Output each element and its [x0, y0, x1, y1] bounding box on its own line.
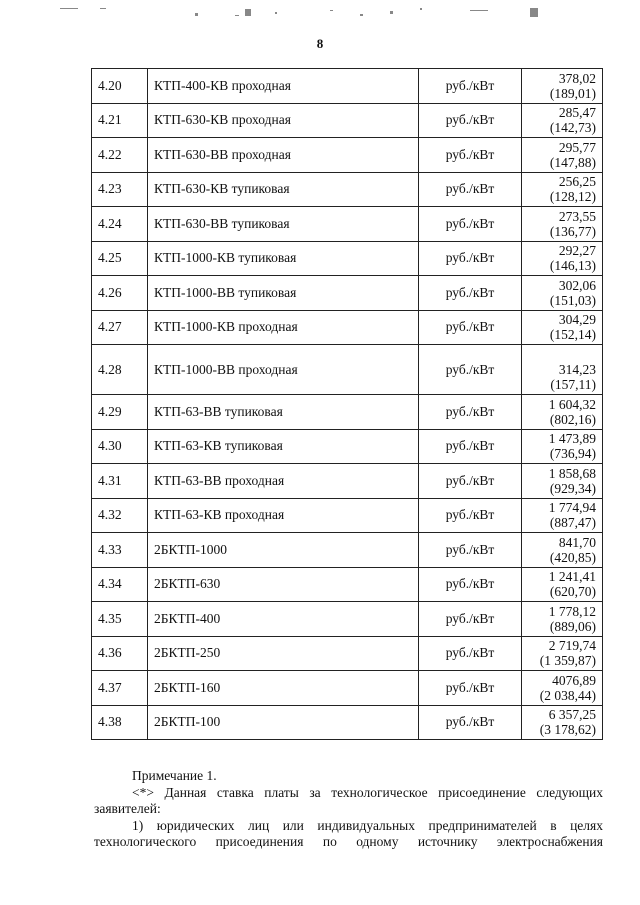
table-row: [92, 671, 603, 706]
row-unit: руб./кВт: [419, 103, 522, 138]
row-number: 4.29: [92, 395, 148, 430]
row-number: 4.20: [92, 69, 148, 104]
row-value: 302,06: [558, 277, 596, 293]
row-number: 4.32: [92, 498, 148, 533]
row-value-secondary: (802,16): [549, 411, 596, 427]
row-name: 2БКТП-630: [148, 567, 419, 602]
row-number: 4.38: [92, 705, 148, 740]
table-row: [92, 464, 603, 499]
row-unit: руб./кВт: [419, 671, 522, 706]
row-value: 314,23: [558, 362, 596, 377]
row-number: 4.25: [92, 241, 148, 276]
row-unit: руб./кВт: [419, 207, 522, 242]
row-name: КТП-630-КВ проходная: [148, 103, 419, 138]
row-value: 256,25: [558, 174, 596, 190]
row-value: 1 473,89: [548, 431, 596, 447]
row-unit: руб./кВт: [419, 705, 522, 740]
row-name: КТП-400-КВ проходная: [148, 69, 419, 104]
row-value-secondary: (3 178,62): [539, 722, 596, 738]
row-unit: руб./кВт: [419, 429, 522, 464]
row-value-cell: [522, 429, 603, 464]
scan-artifacts: [60, 6, 580, 20]
row-value-secondary: (146,13): [549, 258, 596, 274]
row-unit: руб./кВт: [419, 310, 522, 345]
row-unit: руб./кВт: [419, 138, 522, 173]
note-paragraph-2-line-1: 1) юридических лиц или индивидуальных предпринимателей в целях: [132, 817, 603, 833]
row-value-cell: [522, 207, 603, 242]
table-row: [92, 310, 603, 345]
row-number: 4.26: [92, 276, 148, 311]
row-value: 6 357,25: [548, 707, 596, 723]
row-value-secondary: (420,85): [549, 549, 596, 565]
row-name: КТП-63-КВ проходная: [148, 498, 419, 533]
row-name: КТП-630-ВВ тупиковая: [148, 207, 419, 242]
table-row: [92, 103, 603, 138]
row-value-cell: [522, 345, 603, 395]
row-value-secondary: (189,01): [549, 85, 596, 101]
row-name: КТП-630-ВВ проходная: [148, 138, 419, 173]
row-value: 1 241,41: [548, 569, 596, 585]
row-number: 4.35: [92, 602, 148, 637]
row-value-secondary: (620,70): [549, 584, 596, 600]
table-row: [92, 705, 603, 740]
table-row: [92, 498, 603, 533]
row-name: 2БКТП-100: [148, 705, 419, 740]
table-row: [92, 429, 603, 464]
row-unit: руб./кВт: [419, 276, 522, 311]
row-value-cell: [522, 138, 603, 173]
row-value: 292,27: [558, 243, 596, 259]
row-value-cell: [522, 602, 603, 637]
row-number: 4.37: [92, 671, 148, 706]
row-value-secondary: (736,94): [549, 446, 596, 462]
row-value: 295,77: [558, 139, 596, 155]
row-number: 4.31: [92, 464, 148, 499]
table-row: [92, 602, 603, 637]
row-number: 4.34: [92, 567, 148, 602]
row-name: КТП-63-КВ тупиковая: [148, 429, 419, 464]
row-value-cell: [522, 533, 603, 568]
row-name: КТП-1000-КВ проходная: [148, 310, 419, 345]
row-value: 1 604,32: [548, 396, 596, 412]
row-value: 1 778,12: [548, 603, 596, 619]
row-value-cell: [522, 310, 603, 345]
table-row: [92, 241, 603, 276]
row-value-cell: [522, 241, 603, 276]
row-unit: руб./кВт: [419, 172, 522, 207]
table-row: [92, 567, 603, 602]
table-row: [92, 395, 603, 430]
row-value: 273,55: [558, 208, 596, 224]
row-value-cell: [522, 671, 603, 706]
page-number: 8: [316, 36, 324, 51]
row-value-secondary: (147,88): [549, 154, 596, 170]
notes-section: [94, 768, 603, 851]
row-number: 4.36: [92, 636, 148, 671]
row-value-secondary: (887,47): [549, 515, 596, 531]
row-value: 4076,89: [552, 672, 596, 688]
note-title: Примечание 1.: [132, 768, 217, 783]
note-paragraph-1: <*> Данная ставка платы за технологическое присоединение следующих заявителей:: [94, 784, 603, 816]
table-row: [92, 207, 603, 242]
row-value-secondary: (152,14): [549, 327, 596, 343]
row-unit: руб./кВт: [419, 464, 522, 499]
row-value-cell: [522, 103, 603, 138]
row-number: 4.27: [92, 310, 148, 345]
row-name: КТП-1000-ВВ проходная: [148, 345, 419, 395]
row-value-cell: [522, 276, 603, 311]
row-value: 304,29: [558, 312, 596, 328]
row-value-secondary: (142,73): [549, 120, 596, 136]
row-value-cell: [522, 498, 603, 533]
table-row: [92, 276, 603, 311]
row-name: КТП-630-КВ тупиковая: [148, 172, 419, 207]
row-value-secondary: (128,12): [549, 189, 596, 205]
row-value-cell: [522, 69, 603, 104]
row-value-secondary: (157,11): [550, 377, 596, 392]
row-number: 4.28: [92, 345, 148, 395]
row-value-cell: [522, 705, 603, 740]
row-value-cell: [522, 172, 603, 207]
row-number: 4.30: [92, 429, 148, 464]
tariff-table: [91, 68, 603, 740]
row-number: 4.33: [92, 533, 148, 568]
row-name: 2БКТП-1000: [148, 533, 419, 568]
row-value: 1 774,94: [548, 500, 596, 516]
row-unit: руб./кВт: [419, 345, 522, 395]
row-value-cell: [522, 567, 603, 602]
row-name: КТП-63-ВВ проходная: [148, 464, 419, 499]
note-paragraph-2-line-2: технологического присоединения по одному источнику электроснабжения: [94, 834, 603, 849]
row-number: 4.21: [92, 103, 148, 138]
row-value-secondary: (1 359,87): [539, 653, 596, 669]
row-name: 2БКТП-400: [148, 602, 419, 637]
table-row: [92, 636, 603, 671]
row-number: 4.23: [92, 172, 148, 207]
table-row: [92, 69, 603, 104]
row-value: 841,70: [558, 534, 596, 550]
row-name: КТП-1000-ВВ тупиковая: [148, 276, 419, 311]
table-row: [92, 138, 603, 173]
row-unit: руб./кВт: [419, 395, 522, 430]
row-value-secondary: (929,34): [549, 480, 596, 496]
row-name: КТП-1000-КВ тупиковая: [148, 241, 419, 276]
row-unit: руб./кВт: [419, 533, 522, 568]
row-unit: руб./кВт: [419, 498, 522, 533]
row-name: КТП-63-ВВ тупиковая: [148, 395, 419, 430]
row-value-secondary: (2 038,44): [539, 687, 596, 703]
table-row: [92, 172, 603, 207]
row-value-cell: [522, 464, 603, 499]
row-value-secondary: (151,03): [549, 292, 596, 308]
table-row: [92, 345, 603, 395]
table-row: [92, 533, 603, 568]
row-value-secondary: (136,77): [549, 223, 596, 239]
row-value-secondary: (889,06): [549, 618, 596, 634]
row-number: 4.24: [92, 207, 148, 242]
row-name: 2БКТП-250: [148, 636, 419, 671]
row-unit: руб./кВт: [419, 602, 522, 637]
row-value: 1 858,68: [548, 465, 596, 481]
row-value: 2 719,74: [548, 638, 596, 654]
row-number: 4.22: [92, 138, 148, 173]
row-value: 285,47: [558, 105, 596, 121]
row-name: 2БКТП-160: [148, 671, 419, 706]
row-value-cell: [522, 636, 603, 671]
row-unit: руб./кВт: [419, 636, 522, 671]
row-unit: руб./кВт: [419, 241, 522, 276]
row-unit: руб./кВт: [419, 69, 522, 104]
row-value-cell: [522, 395, 603, 430]
row-unit: руб./кВт: [419, 567, 522, 602]
row-value: 378,02: [558, 70, 596, 86]
